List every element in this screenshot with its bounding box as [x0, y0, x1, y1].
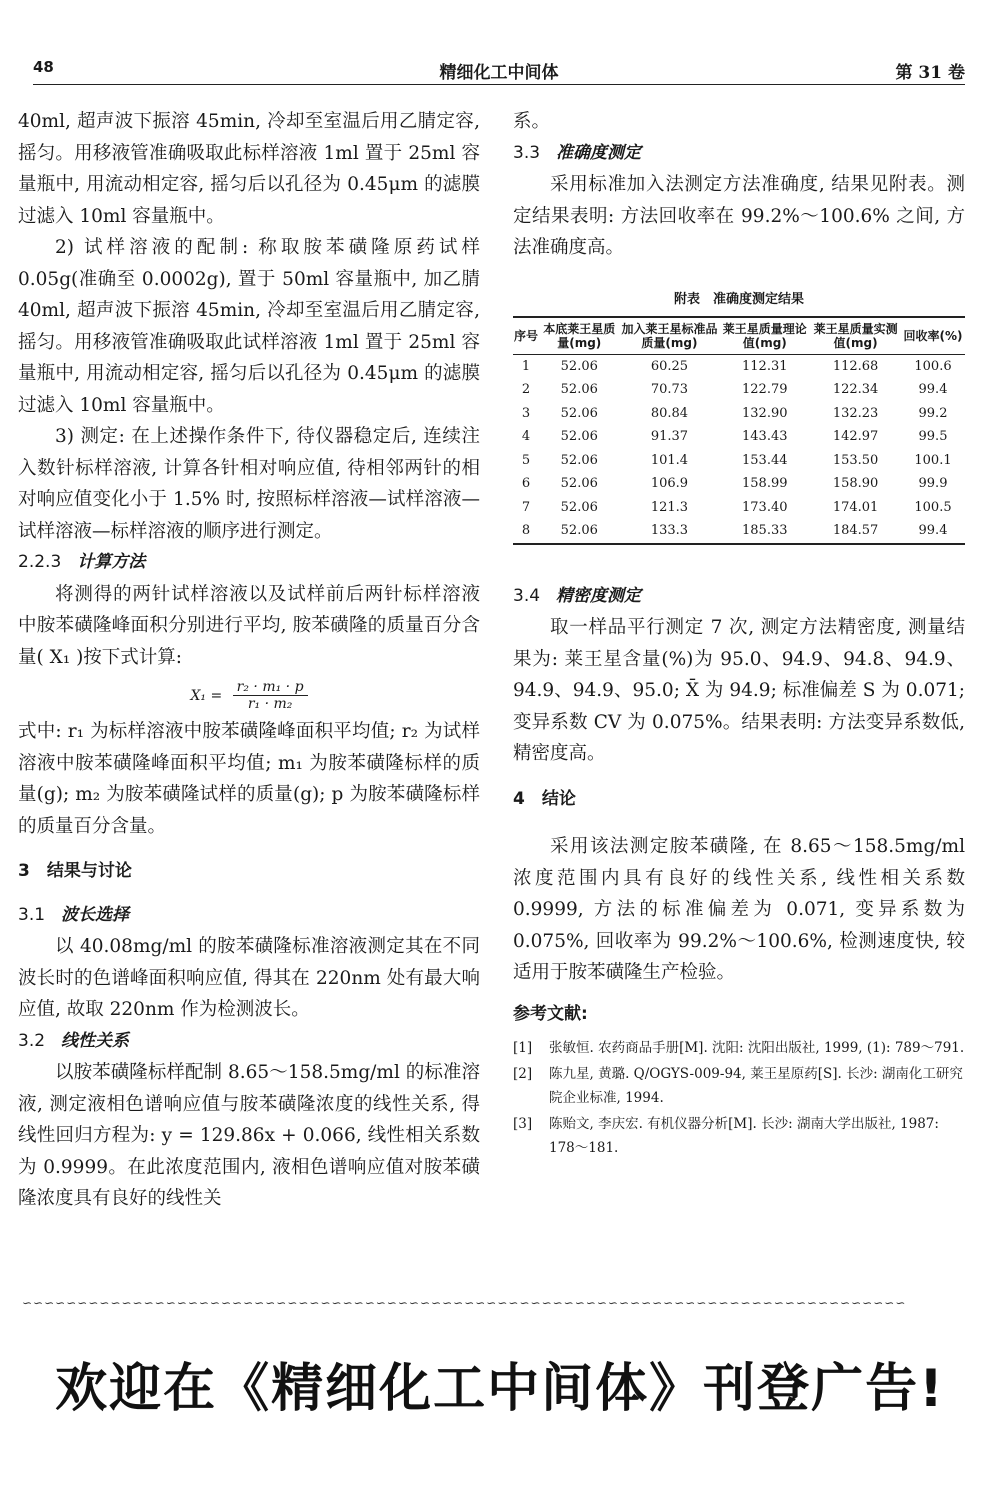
- table-cell: 142.97: [832, 429, 879, 444]
- section-title: 波长选择: [61, 904, 130, 925]
- section-title: 结论: [541, 788, 576, 809]
- section-title: 结果与讨论: [46, 861, 132, 881]
- table-cell: 99.2: [918, 405, 948, 421]
- table-cell: 60.25: [650, 358, 689, 374]
- paragraph: 采用标准加入法测定方法准确度, 结果见附表。测定结果表明: 方法回收率在 99.2%～100.6% 之间, 方法准确度高。: [513, 174, 965, 258]
- section-heading-3-1: [18, 900, 480, 932]
- section-number: 4: [513, 788, 525, 809]
- paragraph: 采用该法测定胺苯磺隆, 在 8.65～158.5mg/ml 浓度范围内具有良好的线性关系, 线性相关系数 0.9999, 方法的标准偏差为 0.071, 变异系数为 0.075%, 回收率为 99.2%～100.6%, 检测速度快, 较适用于胺苯磺隆生产检验。: [513, 836, 965, 983]
- table-cell: 52.06: [560, 476, 598, 491]
- formula-denominator: r₁ · m₂: [247, 696, 293, 712]
- table-cell: 122.34: [832, 382, 879, 397]
- table-row: [513, 449, 965, 473]
- table-row: [513, 378, 965, 402]
- section-heading-2-2-3: [18, 547, 480, 579]
- table-row: [513, 354, 965, 378]
- section-heading-3: [18, 856, 480, 888]
- table-caption: 附表 准确度测定结果: [673, 291, 804, 307]
- table-cell: 99.9: [918, 476, 948, 491]
- table-cell: 7: [521, 499, 531, 515]
- table-body: [513, 354, 965, 544]
- right-column: [513, 106, 965, 1162]
- table-cell: 101.4: [650, 452, 689, 468]
- table-header: 莱王星质量理论值(mg): [719, 317, 810, 355]
- table-cell: 173.40: [742, 499, 788, 515]
- table-cell: 80.84: [650, 405, 689, 421]
- decorative-divider: ∽∽∽∽∽∽∽∽∽∽∽∽∽∽∽∽∽∽∽∽∽∽∽∽∽∽∽∽∽∽∽∽∽∽∽∽∽∽∽∽∽∽∽∽∽∽∽∽∽∽∽∽∽∽∽∽∽∽∽∽∽∽∽∽∽∽∽∽∽∽∽∽∽∽∽∽∽∽∽∽: [22, 1296, 907, 1310]
- section-heading-3-4: [513, 581, 965, 613]
- paragraph: 系。: [513, 111, 551, 132]
- section-number: 3.3: [513, 142, 541, 163]
- paragraph: 以胺苯磺隆标样配制 8.65～158.5mg/ml 的标准溶液, 测定液相色谱响应值与胺苯磺隆浓度的线性关系, 得线性回归方程为: y = 129.86x + 0.066, 线性相关系数为 0.9999。在此浓度范围内, 液相色谱响应值对胺苯磺隆浓度具有良好的线性关: [18, 1062, 480, 1209]
- section-number: 2.2.3: [18, 552, 62, 572]
- reference-number: [3]: [513, 1116, 533, 1132]
- paragraph: 3) 测定: 在上述操作条件下, 待仪器稳定后, 连续注入数针标样溶液, 计算各针相对响应值, 待相邻两针的相对响应值变化小于 1.5% 时, 按照标样溶液—试样溶液—试样溶液—标样溶液的顺序进行测定。: [18, 426, 480, 542]
- formula: [18, 679, 480, 712]
- table-row: [513, 519, 965, 544]
- advertisement-banner: 欢迎在《精细化工中间体》刊登广告!: [55, 1359, 945, 1419]
- table-cell: 70.73: [650, 382, 689, 397]
- table-cell: 52.06: [560, 358, 598, 374]
- table-cell: 106.9: [650, 476, 689, 491]
- paragraph: 取一样品平行测定 7 次, 测定方法精密度, 测量结果为: 莱王星含量(%)为 95.0、94.9、94.8、94.9、94.9、94.9、95.0; X̄ 为 94.9; 标准偏差 S 为 0.071; 变异系数 CV 为 0.075%。结果表明: 方法变异系数低, 精密度高。: [513, 617, 965, 764]
- table-cell: 112.68: [832, 358, 879, 374]
- table-cell: 52.06: [560, 452, 598, 468]
- table-cell: 4: [521, 429, 531, 444]
- table-header: 加入莱王星标准品质量(mg): [620, 317, 720, 355]
- table-row: [513, 402, 965, 426]
- section-heading-3-3: [513, 138, 965, 170]
- section-title: 线性关系: [61, 1030, 130, 1051]
- table-cell: 6: [521, 476, 531, 491]
- table-header: 序号: [513, 317, 539, 355]
- reference-number: [1]: [513, 1040, 533, 1056]
- section-number: 3.2: [18, 1030, 46, 1051]
- table-cell: 99.4: [918, 382, 948, 397]
- section-number: 3.4: [513, 585, 541, 606]
- table-header: 回收率(%): [901, 317, 965, 355]
- section-heading-4: [513, 784, 965, 816]
- reference-number: [2]: [513, 1066, 533, 1082]
- table-row: [513, 425, 965, 449]
- table-cell: 158.90: [832, 476, 879, 491]
- formula-fraction: [233, 679, 308, 712]
- page-number: 48: [33, 58, 54, 76]
- table-cell: 121.3: [650, 499, 689, 515]
- section-title: 精密度测定: [556, 585, 642, 606]
- volume-label: 第 31 卷: [895, 63, 965, 83]
- table-cell: 52.06: [539, 519, 620, 544]
- table-cell: 174.01: [832, 499, 879, 515]
- reference-text: 陈贻文, 李庆宏. 有机仪器分析[M]. 长沙: 湖南大学出版社, 1987: 178～181.: [549, 1116, 939, 1156]
- table-cell: 52.06: [560, 382, 598, 397]
- paragraph: 2) 试样溶液的配制: 称取胺苯磺隆原药试样 0.05g(准确至 0.0002g), 置于 50ml 容量瓶中, 加乙腈 40ml, 超声波下振溶 45min, 冷却至室温后用乙腈定容, 摇匀。用移液管准确吸取此试样溶液 1ml 置于 25ml 容量瓶中, 用流动相定容, 摇匀后以孔径为 0.45μm 的滤膜过滤入 10ml 容量瓶中。: [18, 237, 480, 416]
- table-cell: 5: [521, 452, 531, 468]
- paragraph: 以 40.08mg/ml 的胺苯磺隆标准溶液测定其在不同波长时的色谱峰面积响应值, 得其在 220nm 处有最大响应值, 故取 220nm 作为检测波长。: [18, 936, 480, 1020]
- table-cell: 2: [521, 382, 531, 397]
- table-cell: 99.5: [918, 429, 948, 444]
- section-number: 3.1: [18, 904, 46, 925]
- section-title: 准确度测定: [556, 142, 642, 163]
- table-cell: 153.44: [742, 452, 788, 468]
- table-cell: 52.06: [560, 429, 598, 444]
- references-title: 参考文献:: [513, 1003, 588, 1024]
- table-cell: 158.99: [742, 476, 788, 491]
- table-cell: 52.06: [560, 499, 598, 515]
- table-row: [513, 496, 965, 520]
- reference-item: [513, 1112, 965, 1160]
- paragraph: 式中: r₁ 为标样溶液中胺苯磺隆峰面积平均值; r₂ 为试样溶液中胺苯磺隆峰面积平均值; m₁ 为胺苯磺隆标样的质量(g); m₂ 为胺苯磺隆试样的质量(g); p 为胺苯磺隆标样的质量百分含量。: [18, 721, 480, 837]
- formula-lhs: X₁ =: [190, 687, 223, 704]
- table-header: 莱王星质量实测值(mg): [810, 317, 901, 355]
- table-cell: 132.23: [832, 405, 879, 421]
- reference-item: [513, 1036, 965, 1060]
- table-row: [513, 472, 965, 496]
- table-cell: 112.31: [742, 358, 788, 374]
- table-cell: 100.5: [914, 499, 952, 515]
- journal-title: 精细化工中间体: [439, 63, 559, 83]
- table-header-row: [513, 317, 965, 355]
- table-cell: 184.57: [810, 519, 901, 544]
- table-cell: 8: [513, 519, 539, 544]
- formula-numerator: r₂ · m₁ · p: [233, 679, 308, 696]
- reference-item: [513, 1062, 965, 1110]
- table-cell: 100.6: [914, 358, 952, 374]
- table-header: 本底莱王星质量(mg): [539, 317, 620, 355]
- table-cell: 100.1: [914, 452, 952, 468]
- section-title: 计算方法: [77, 552, 146, 572]
- table-cell: 143.43: [742, 429, 788, 444]
- section-heading-3-2: [18, 1026, 480, 1058]
- table-cell: 3: [521, 405, 531, 421]
- accuracy-table: [513, 316, 965, 545]
- table-cell: 91.37: [650, 429, 689, 444]
- table-cell: 52.06: [560, 405, 598, 421]
- section-number: 3: [18, 861, 30, 881]
- left-column: [18, 106, 480, 1215]
- paragraph: 40ml, 超声波下振溶 45min, 冷却至室温后用乙腈定容, 摇匀。用移液管准确吸取此标样溶液 1ml 置于 25ml 容量瓶中, 用流动相定容, 摇匀后以孔径为 0.45μm 的滤膜过滤入 10ml 容量瓶中。: [18, 111, 480, 227]
- paragraph: 将测得的两针试样溶液以及试样前后两针标样溶液中胺苯磺隆峰面积分别进行平均, 胺苯磺隆的质量百分含量( X₁ )按下式计算:: [18, 583, 480, 668]
- table-cell: 153.50: [832, 452, 879, 468]
- table-cell: 122.79: [742, 382, 788, 397]
- table-cell: 132.90: [742, 405, 788, 421]
- table-cell: 185.33: [719, 519, 810, 544]
- table-cell: 1: [521, 358, 531, 374]
- table-cell: 99.4: [901, 519, 965, 544]
- reference-text: 张敏恒. 农药商品手册[M]. 沈阳: 沈阳出版社, 1999, (1): 789～791.: [549, 1040, 965, 1056]
- page-header: [33, 58, 965, 85]
- reference-text: 陈九星, 黄璐. Q/OGYS-009-94, 莱王星原药[S]. 长沙: 湖南化工研究院企业标准, 1994.: [549, 1066, 963, 1106]
- table-cell: 133.3: [620, 519, 720, 544]
